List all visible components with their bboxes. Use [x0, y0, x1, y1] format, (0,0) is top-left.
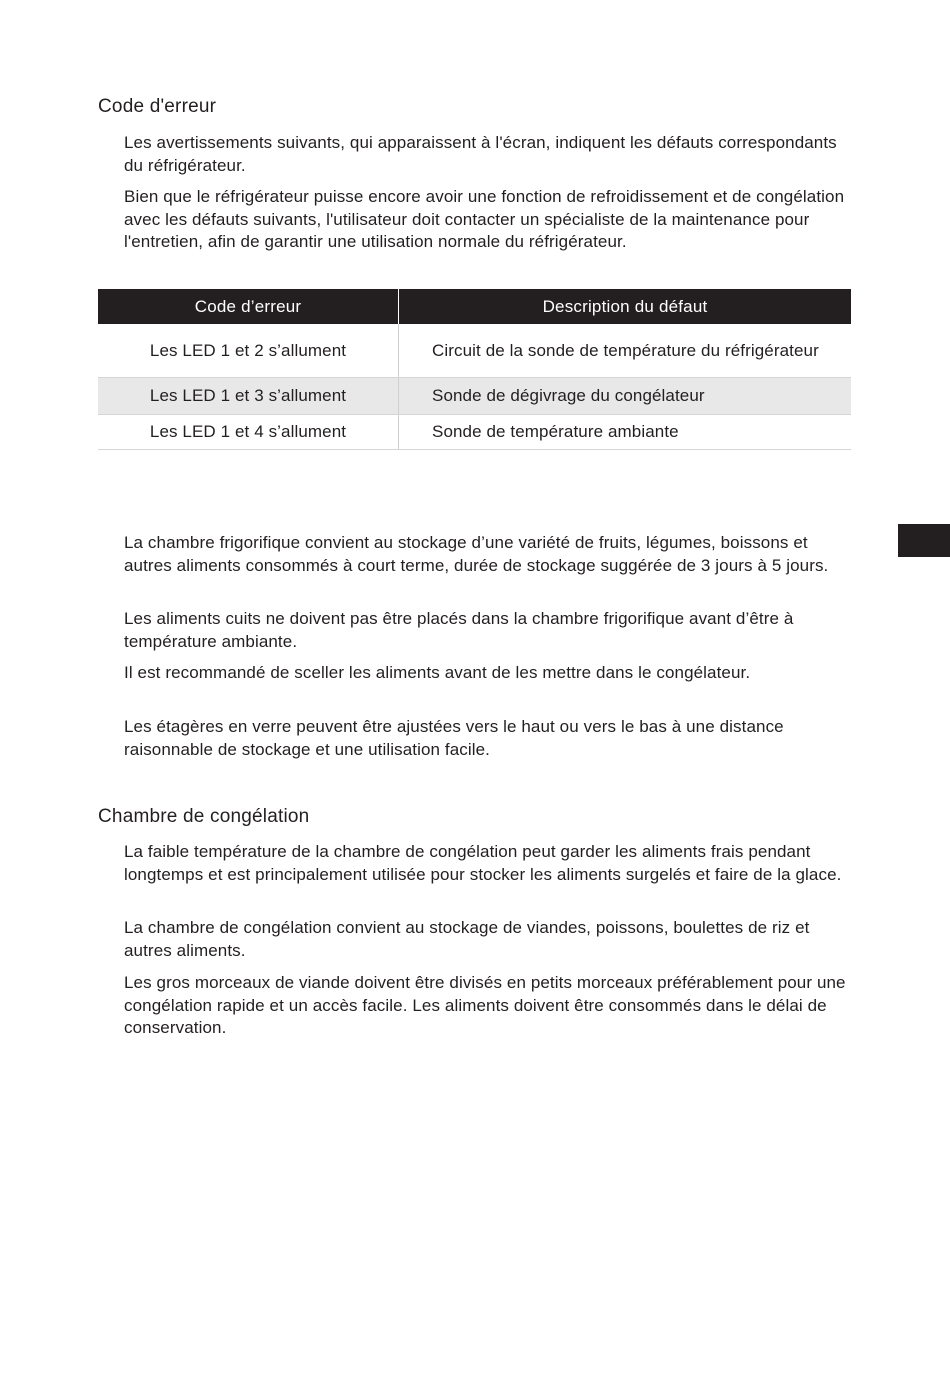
- error-code-cell: Les LED 1 et 3 s’allument: [98, 378, 399, 415]
- paragraph: Les étagères en verre peuvent être ajustées vers le haut ou vers le bas à une distance raisonnable de stockage et une utilisation facile.: [124, 717, 784, 759]
- paragraph: Il est recommandé de sceller les aliments avant de les mettre dans le congélateur.: [124, 663, 751, 682]
- section-heading-error-code: Code d'erreur: [98, 96, 217, 117]
- section-heading-freezer: Chambre de congélation: [98, 806, 310, 827]
- error-code-cell: Les LED 1 et 4 s’allument: [98, 415, 399, 450]
- paragraph: Les gros morceaux de viande doivent être divisés en petits morceaux préférablement pour une congélation rapide et un accès facile. Les aliments doivent être consommés dans le délai de conservation.: [124, 973, 846, 1037]
- paragraph: Bien que le réfrigérateur puisse encore avoir une fonction de refroidissement et de congélation avec les défauts suivants, l'utilisateur doit contacter un spécialiste de la maintenance pour l'entretien, afin de garantir une utilisation normale du réfrigérateur.: [124, 187, 845, 251]
- table-header-row: [98, 289, 851, 324]
- paragraph: Les aliments cuits ne doivent pas être placés dans la chambre frigorifique avant d’être à température ambiante.: [124, 609, 794, 651]
- paragraph: La faible température de la chambre de congélation peut garder les aliments frais pendant longtemps et est principalement utilisée pour stocker les aliments surgelés et faire de la glace.: [124, 842, 842, 884]
- fault-description-cell: Sonde de température ambiante: [399, 415, 852, 450]
- fault-description-cell: Sonde de dégivrage du congélateur: [399, 378, 852, 415]
- column-header-fault-description: Description du défaut: [399, 289, 852, 324]
- table-row: [98, 378, 851, 415]
- table-row: [98, 324, 851, 378]
- column-header-error-code: Code d’erreur: [98, 289, 399, 324]
- error-code-cell: Les LED 1 et 2 s’allument: [98, 324, 399, 378]
- paragraph: Les avertissements suivants, qui apparaissent à l'écran, indiquent les défauts correspondants du réfrigérateur.: [124, 133, 837, 175]
- table-row: [98, 415, 851, 450]
- paragraph: La chambre de congélation convient au stockage de viandes, poissons, boulettes de riz et autres aliments.: [124, 918, 810, 960]
- fault-description-cell: Circuit de la sonde de température du réfrigérateur: [399, 324, 852, 378]
- chapter-side-tab: [898, 524, 950, 557]
- paragraph: La chambre frigorifique convient au stockage d’une variété de fruits, légumes, boissons et autres aliments consommés à court terme, durée de stockage suggérée de 3 jours à 5 jours.: [124, 533, 829, 575]
- error-code-table: [98, 289, 851, 450]
